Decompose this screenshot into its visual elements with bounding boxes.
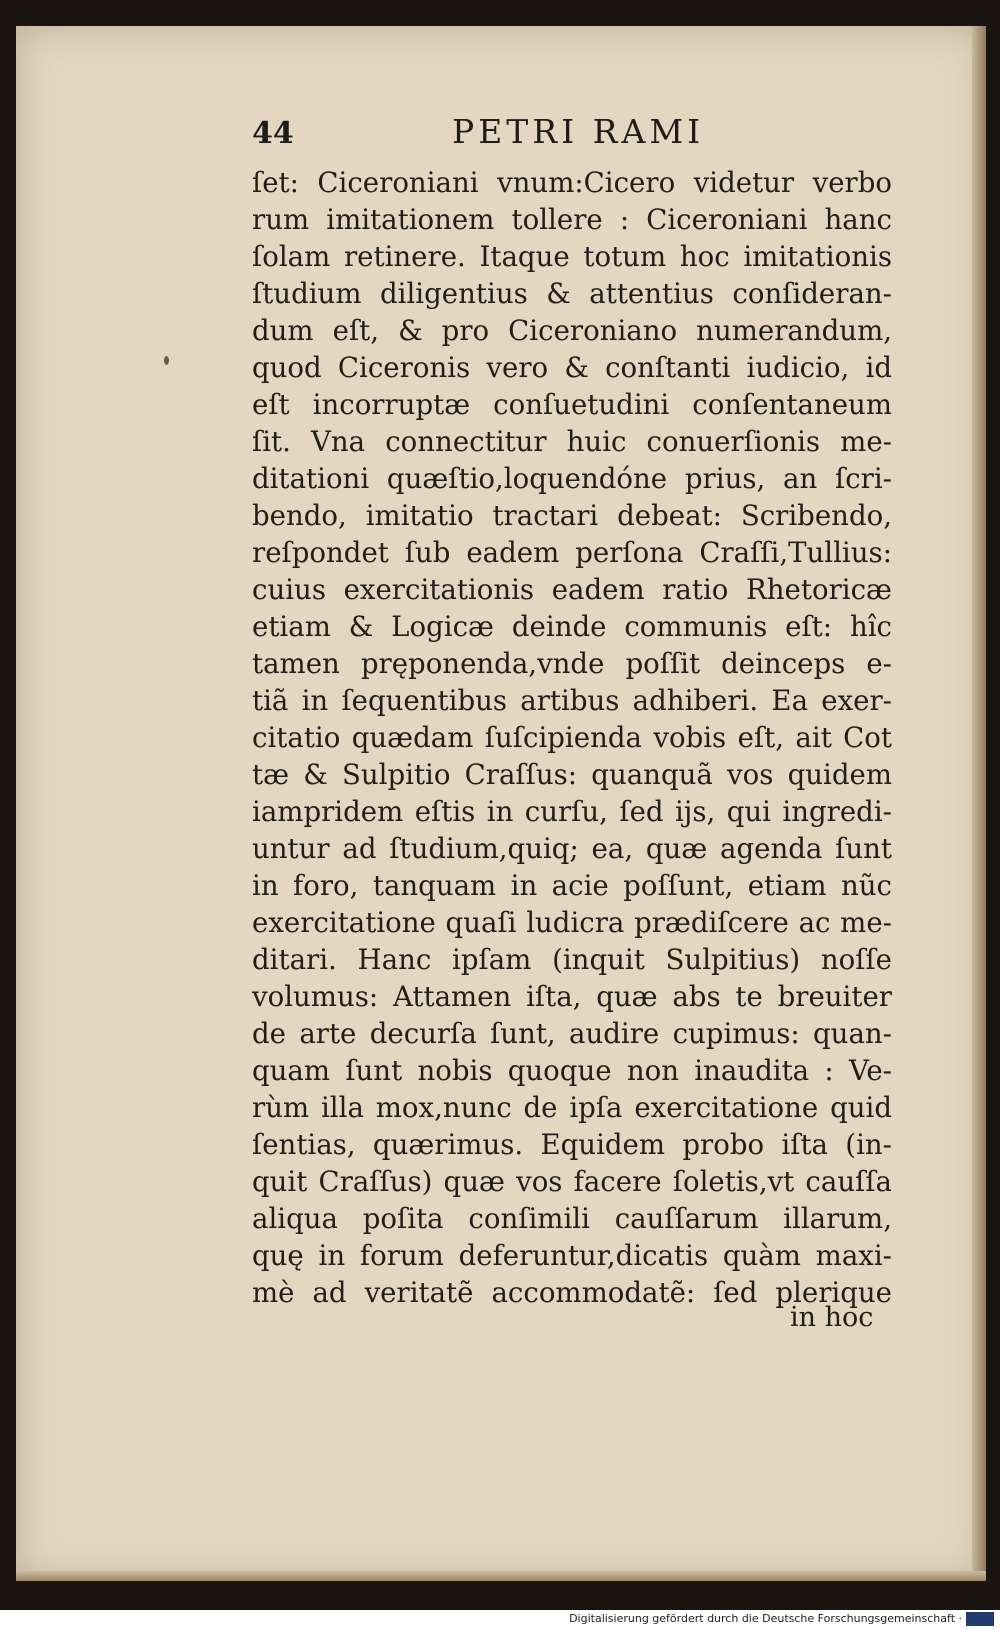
text-line: tamen pręponenda,vnde poſſit deinceps e- — [252, 647, 892, 680]
text-line: untur ad ſtudium,quiq; ea, quæ agenda ſunt — [252, 832, 892, 865]
page-number: 44 — [252, 116, 294, 151]
text-line: quę in forum deferuntur,dicatis quàm maxi- — [252, 1239, 892, 1272]
text-line: bendo, imitatio tractari debeat: Scribendo, — [252, 499, 892, 532]
text-line: ditari. Hanc ipſam (inquit Sulpitius) noſſe — [252, 943, 892, 976]
page-header — [232, 112, 882, 156]
text-line: dum eſt, & pro Ciceroniano numerandum, — [252, 314, 892, 347]
page-edge-right — [972, 26, 986, 1581]
text-line: tæ & Sulpitio Craſſus: quanquã vos quidem — [252, 758, 892, 791]
catchword: in hoc — [790, 1302, 874, 1333]
text-line: citatio quædam ſuſcipienda vobis eſt, ait Cot — [252, 721, 892, 754]
text-line: ſet: Ciceroniani vnum:Cicero videtur verbo — [252, 166, 892, 199]
running-head: PETRI RAMI — [452, 112, 705, 151]
text-line: ſentias, quærimus. Equidem probo iſta (in- — [252, 1128, 892, 1161]
text-line: exercitatione quaſi ludicra prædiſcere ac me- — [252, 906, 892, 939]
credit-text: Digitalisierung gefördert durch die Deutsche Forschungsgemeinschaft · — [569, 1612, 962, 1625]
text-line: aliqua poſita conſimili cauſſarum illarum, — [252, 1202, 892, 1235]
text-line: rùm illa mox,nunc de ipſa exercitatione quid — [252, 1091, 892, 1124]
text-line: quam ſunt nobis quoque non inaudita : Ve- — [252, 1054, 892, 1087]
text-line: mè ad veritatẽ accommodatẽ: ſed plerique — [252, 1276, 892, 1309]
text-line: etiam & Logicæ deinde communis eſt: hîc — [252, 610, 892, 643]
text-line: cuius exercitationis eadem ratio Rhetoricæ — [252, 573, 892, 606]
body-text — [252, 164, 892, 1311]
text-line: volumus: Attamen iſta, quæ abs te breuiter — [252, 980, 892, 1013]
text-line: eſt incorruptæ conſuetudini conſentaneum — [252, 388, 892, 421]
text-line: de arte decurſa ſunt, audire cupimus: quan- — [252, 1017, 892, 1050]
dfg-logo — [966, 1612, 994, 1626]
text-line: tiã in ſequentibus artibus adhiberi. Ea exer- — [252, 684, 892, 717]
text-line: in foro, tanquam in acie poſſunt, etiam nũc — [252, 869, 892, 902]
text-line: reſpondet ſub eadem perſona Craſſi,Tullius: — [252, 536, 892, 569]
text-line: iampridem eſtis in curſu, ſed ijs, qui ingredi- — [252, 795, 892, 828]
text-line: rum imitationem tollere : Ciceroniani hanc — [252, 203, 892, 236]
ink-spot — [164, 356, 169, 365]
text-line: ditationi quæſtio,loquendóne prius, an ſcri- — [252, 462, 892, 495]
text-line: quit Craſſus) quæ vos facere ſoletis,vt cauſſa — [252, 1165, 892, 1198]
credit-bar — [0, 1610, 1000, 1629]
text-line: quod Ciceronis vero & conſtanti iudicio, id — [252, 351, 892, 384]
text-line: ſtudium diligentius & attentius conſideran- — [252, 277, 892, 310]
page-edge-bottom — [16, 1571, 986, 1581]
text-line: ſit. Vna connectitur huic conuerſionis me- — [252, 425, 892, 458]
text-line: ſolam retinere. Itaque totum hoc imitationis — [252, 240, 892, 273]
